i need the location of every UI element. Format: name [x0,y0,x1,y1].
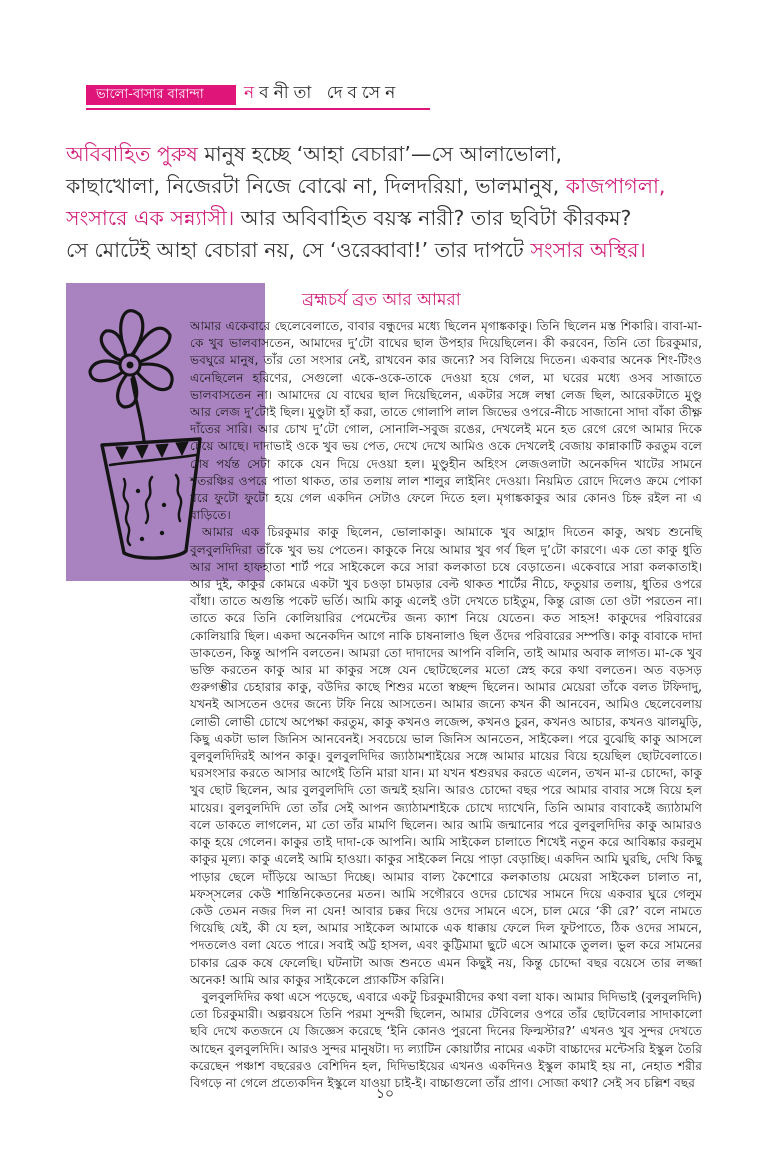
intro-segment: সে মোটেই আহা বেচারা নয়, সে ‘ওরেব্বাবা!’ তার দাপটে [66,238,531,262]
author-name-initial: ন [244,83,260,103]
paragraph: বুলবুলদিদির কথা এসে পড়েছে, এবারে একটু চিরকুমারীদের কথা বলা যাক। আমার দিদিভাই (বুলবুলদিদি) তো চিরকুমারী। অল্পবয়সে তিনি পরমা সুন্দরী ছিলেন, আমার টেবিলের ওপরে তাঁর ছোটবেলার সাদাকালো ছবি দেখে কতজনে যে জিজ্ঞেস করেছে ‘ইনি কোনও পুরনো দিনের ফিল্মস্টার?’ এখনও খুব সুন্দর দেখতে আছেন বুলবুলদিদি। আরও সুন্দর মানুষটা। দ্য ল্যাটিন কোয়ার্টার নামের একটা বাচ্চাদের মন্টেসরি ইস্কুল তৈরি করেছেন পঞ্চাশ বছরেরও বেশিদিন হল, দিদিভাইয়ের এখনও একদিনও ইস্কুল কামাই হয় না, নেহাত শরীর বিগড়ে না গেলে প্রত্যেকদিন ইস্কুলে যাওয়া চাই-ই। বাচ্চাগুলো তাঁর প্রাণ। সোজা কথা? সেই সব চল্লিশ বছর [190,989,702,1090]
author-name [244,80,400,106]
intro-text [66,138,736,266]
intro-highlight: সংসারে এক সন্ন্যাসী। [66,206,235,230]
author-name-rest: বনীতা দেবসেন [259,83,401,103]
section-title: ব্রহ্মচর্য ব্রত আর আমরা [302,290,461,310]
intro-line [66,202,736,234]
intro-segment: কাছাখোলা, নিজেরটা নিজে বোঝে না, দিলদরিয়া, ভালমানুষ, [66,174,566,198]
paragraph: আমার এক চিরকুমার কাকু ছিলেন, ভোলাকাকু। আমাকে খুব আহ্লাদ দিতেন কাকু, অথচ শুনেছি বুলবুলদিদিরা তাঁকে খুব ভয় পেতেন। কাকুকে নিয়ে আমার খুব গর্ব ছিল দু’টো কারণে। এক তো কাকু ধুতি আর সাদা হাফহাতা শার্ট পরে সাইকেলে করে সারা কলকাতা চষে বেড়াতেন। একেবারে সারা কলকাতাই। আর দুই, কাকুর কোমরে একটা খুব চওড়া চামড়ার বেল্ট থাকত শার্টের নীচে, ফতুয়ার তলায়, ধুতির ওপরে বাঁধা। তাতে অগুন্তি পকেট ভর্তি। আমি কাকু এলেই ওটা দেখতে চাইতুম, কিন্তু রোজ তো ওটা পরতেন না। তাতে করে তিনি কোলিয়ারির পেমেন্টের জন্য ক্যাশ নিয়ে যেতেন। কত সাহস! কাকুদের পরিবারের কোলিয়ারি ছিল। একদা অনেকদিন আগে নাকি চাষনালাও ছিল ওঁদের পরিবারের সম্পত্তি। কাকু বাবাকে দাদা ডাকতেন, কিন্তু আপনি বলতেন। আমরা তো দাদাদের আপনি বলিনি, তাই আমার অবাক লাগত। মা-কে খুব ভক্তি করতেন কাকু আর মা কাকুর সঙ্গে যেন ছোটছেলের মতো স্নেহ করে কথা বলতেন। অত বড়সড় গুরুগম্ভীর চেহারার কাকু, বউদির কাছে শিশুর মতো স্বচ্ছন্দ ছিলেন। আমার মেয়েরা তাঁকে বলত টফিদাদু, যখনই আসতেন ওদের জন্যে টফি নিয়ে আসতেন। আমার জন্যে কখন কী আনবেন, আমিও ছেলেবেলায় লোভী লোভী চোখে অপেক্ষা করতুম, কাকু কখনও লজেন্স, কখনও চুরন, কখনও আচার, কখনও ঝালমুড়ি, কিছু একটা ভাল জিনিস আনবেনই। সবচেয়ে ভাল জিনিস আনতেন, সাইকেল। পরে বুঝেছি কাকু আসলে বুলবুলদিদিরই আপন কাকু। বুলবুলদিদির জ্যাঠামশাইয়ের সঙ্গে আমার মায়ের বিয়ে হয়েছিল ছোটবেলাতে। ঘরসংসার করতে আসার আগেই তিনি মারা যান। মা যখন শ্বশুরঘর করতে এলেন, তখন মা-র চোদ্দো, কাকু খুব ছোট ছিলেন, আর বুলবুলদিদি তো জন্মই হয়নি। আরও চোদ্দো বছর পরে আমার বাবার সঙ্গে বিয়ে হল মায়ের। বুলবুলদিদি তো তাঁর সেই আপন জ্যাঠামশাইকে চোখে দ্যাখেনি, তিনি আমার বাবাকেই জ্যাঠামণি বলে ডাকতে লাগলেন, মা তো তাঁর মামণি ছিলেন। আর আমি জন্মানোর পরে বুলবুলদিদির কাকু আমারও কাকু হয়ে গেলেন। কাকুর তাই দাদা-কে আপনি। আমি সাইকেল চালাতে শিখেই নতুন করে আবিষ্কার করলুম কাকুর মূল্য। কাকু এলেই আমি হাওয়া। কাকুর সাইকেল নিয়ে পাড়া বেড়াচ্ছি। একদিন আমি ঘুরছি, দেখি কিছু পাড়ার ছেলে দাঁড়িয়ে আড্ডা দিচ্ছে। আমার বাল্য কৈশোরে কলকাতায় মেয়েরা সাইকেল চালাত না, মফস্সলের কেউ শান্তিনিকেতনের মতন। আমি সগৌরবে ওদের চোখের সামনে দিয়ে একবার ঘুরে গেলুম কেউ তেমন নজর দিল না যেন! আবার চক্কর দিয়ে ওদের সামনে এসে, চাল মেরে ‘কী রে?’ বলে নামতে গিয়েছি যেই, কী যে হল, আমার সাইকেল আমাকে এক ধাক্কায় ফেলে দিল ফুটপাতে, ঠিক ওদের সামনে, পদতলেও বলা যেতে পারে। সবাই অট্ট হাসল, এবং কুট্টিমামা ছুটে এসে আমাকে তুলল। ভুল করে সামনের চাকার ব্রেক কষে ফেলেছি। ঘটনাটা আজ শুনতে এমন কিছুই নয়, কিন্তু চোদ্দো বছর বয়েসে তার লজ্জা অনেক! আমি আর কাকুর সাইকেলে প্র্যাকটিস করিনি। [190,525,702,987]
intro-line [66,138,736,170]
column-label: ভালো-বাসার বারান্দা [96,87,204,102]
intro-segment: আর অবিবাহিত বয়স্ক নারী? তার ছবিটা কীরকম? [234,206,632,230]
article-body [190,318,702,1092]
intro-segment: মানুষ হচ্ছে ‘আহা বেচারা’—সে আলাভোলা, [197,142,563,166]
paragraph: আমার একেবারে ছেলেবেলাতে, বাবার বন্ধুদের মধ্যে ছিলেন মৃগাঙ্ককাকু। তিনি ছিলেন মস্ত শিকারি। বাবা-মা-কে খুব ভালবাসতেন, আমাদের দু’টো বাঘের ছাল উপহার দিয়েছিলেন। কী করবেন, তিনি তো চিরকুমার, ভবঘুরে মানুষ, তাঁর তো সংসার নেই, রাখবেন কার জন্যে? সব বিলিয়ে দিতেন। একবার অনেক শিং-টিংও এনেছিলেন হরিণের, সেগুলো একে-ওকে-তাকে দেওয়া হয়ে গেল, মা ঘরের মধ্যে ওসব সাজাতে ভালবাসতেন না। আমাদের যে বাঘের ছাল দিয়েছিলেন, একটার সঙ্গে লম্বা লেজ ছিল, আরেকটাতে মুণ্ডু আর লেজ দু’টোই ছিল। মুণ্ডুটা হাঁ করা, তাতে গোলাপি লাল জিভের ওপরে-নীচে সাজানো সাদা বাঁকা তীক্ষ্ণ দাঁতের সারি। আর চোখ দু’টো গোল, সোনালি-সবুজ রঙের, দেখলেই মনে হত রেগে রেগে আমার দিকে চেয়ে আছে। দাদাভাই ওকে খুব ভয় পেত, দেখে দেখে আমিও ওকে দেখলেই বেজায় কান্নাকাটি করতুম বলে শেষ পর্যন্ত সেটা কাকে যেন দিয়ে দেওয়া হল। মুণ্ডুহীন অহিংস লেজওলাটা অনেকদিন খাটের সামনে শতরঞ্চির ওপরে পাতা থাকত, তার তলায় লাল শালুর লাইনিং দেওয়া। নিয়মিত রোদে দিলেও ক্রমে পোকা ধরে ফুটো ফুটো হয়ে গেল একদিন সেটাও ফেলে দিতে হল। মৃগাঙ্ককাকুর আর কোনও চিহ্ন রইল না এ বাড়িতে। [190,319,702,523]
intro-line [66,170,736,202]
intro-line [66,234,736,266]
header-rule [86,108,430,110]
intro-highlight: সংসার অস্থির। [530,238,646,262]
intro-highlight: অবিবাহিত পুরুষ [66,142,198,166]
page-number: ১০ [375,1086,395,1102]
intro-highlight: কাজপাগলা, [565,174,666,198]
